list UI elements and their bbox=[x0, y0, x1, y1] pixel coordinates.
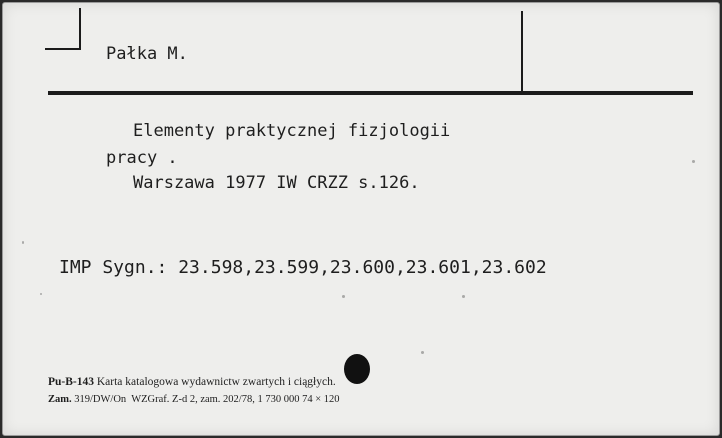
paper-speck bbox=[22, 241, 24, 244]
paper-speck bbox=[692, 160, 695, 163]
footer-text-2: 319/DW/On WZGraf. Z-d 2, zam. 202/78, 1 730 000 74 × 120 bbox=[74, 394, 340, 405]
footer-text-1: Karta katalogowa wydawnictw zwartych i ciągłych. bbox=[96, 376, 336, 388]
paper-speck bbox=[421, 351, 424, 354]
paper-speck bbox=[40, 293, 42, 295]
signature-numbers: 23.598,23.599,23.600,23.601,23.602 bbox=[178, 257, 547, 278]
title-line-1: Elementy praktycznej fizjologii bbox=[133, 121, 451, 141]
signature-row bbox=[59, 257, 547, 278]
header-rule bbox=[48, 91, 693, 95]
imprint-line: Warszawa 1977 IW CRZZ s.126. bbox=[133, 173, 420, 193]
footer-line-1 bbox=[48, 376, 336, 388]
footer-code-2: Zam. bbox=[48, 394, 72, 405]
catalog-card bbox=[2, 2, 720, 436]
punch-hole bbox=[344, 354, 370, 384]
signature-label: IMP Sygn.: bbox=[59, 257, 168, 278]
author-name: Pałka M. bbox=[106, 44, 188, 64]
corner-tick-vertical bbox=[79, 8, 81, 50]
footer-line-2 bbox=[48, 394, 340, 405]
header-divider bbox=[521, 11, 523, 91]
footer-code-1: Pu-B-143 bbox=[48, 376, 94, 388]
corner-tick-horizontal bbox=[45, 48, 81, 50]
paper-speck bbox=[342, 295, 345, 298]
paper-speck bbox=[462, 295, 465, 298]
title-line-2: pracy . bbox=[106, 148, 178, 168]
